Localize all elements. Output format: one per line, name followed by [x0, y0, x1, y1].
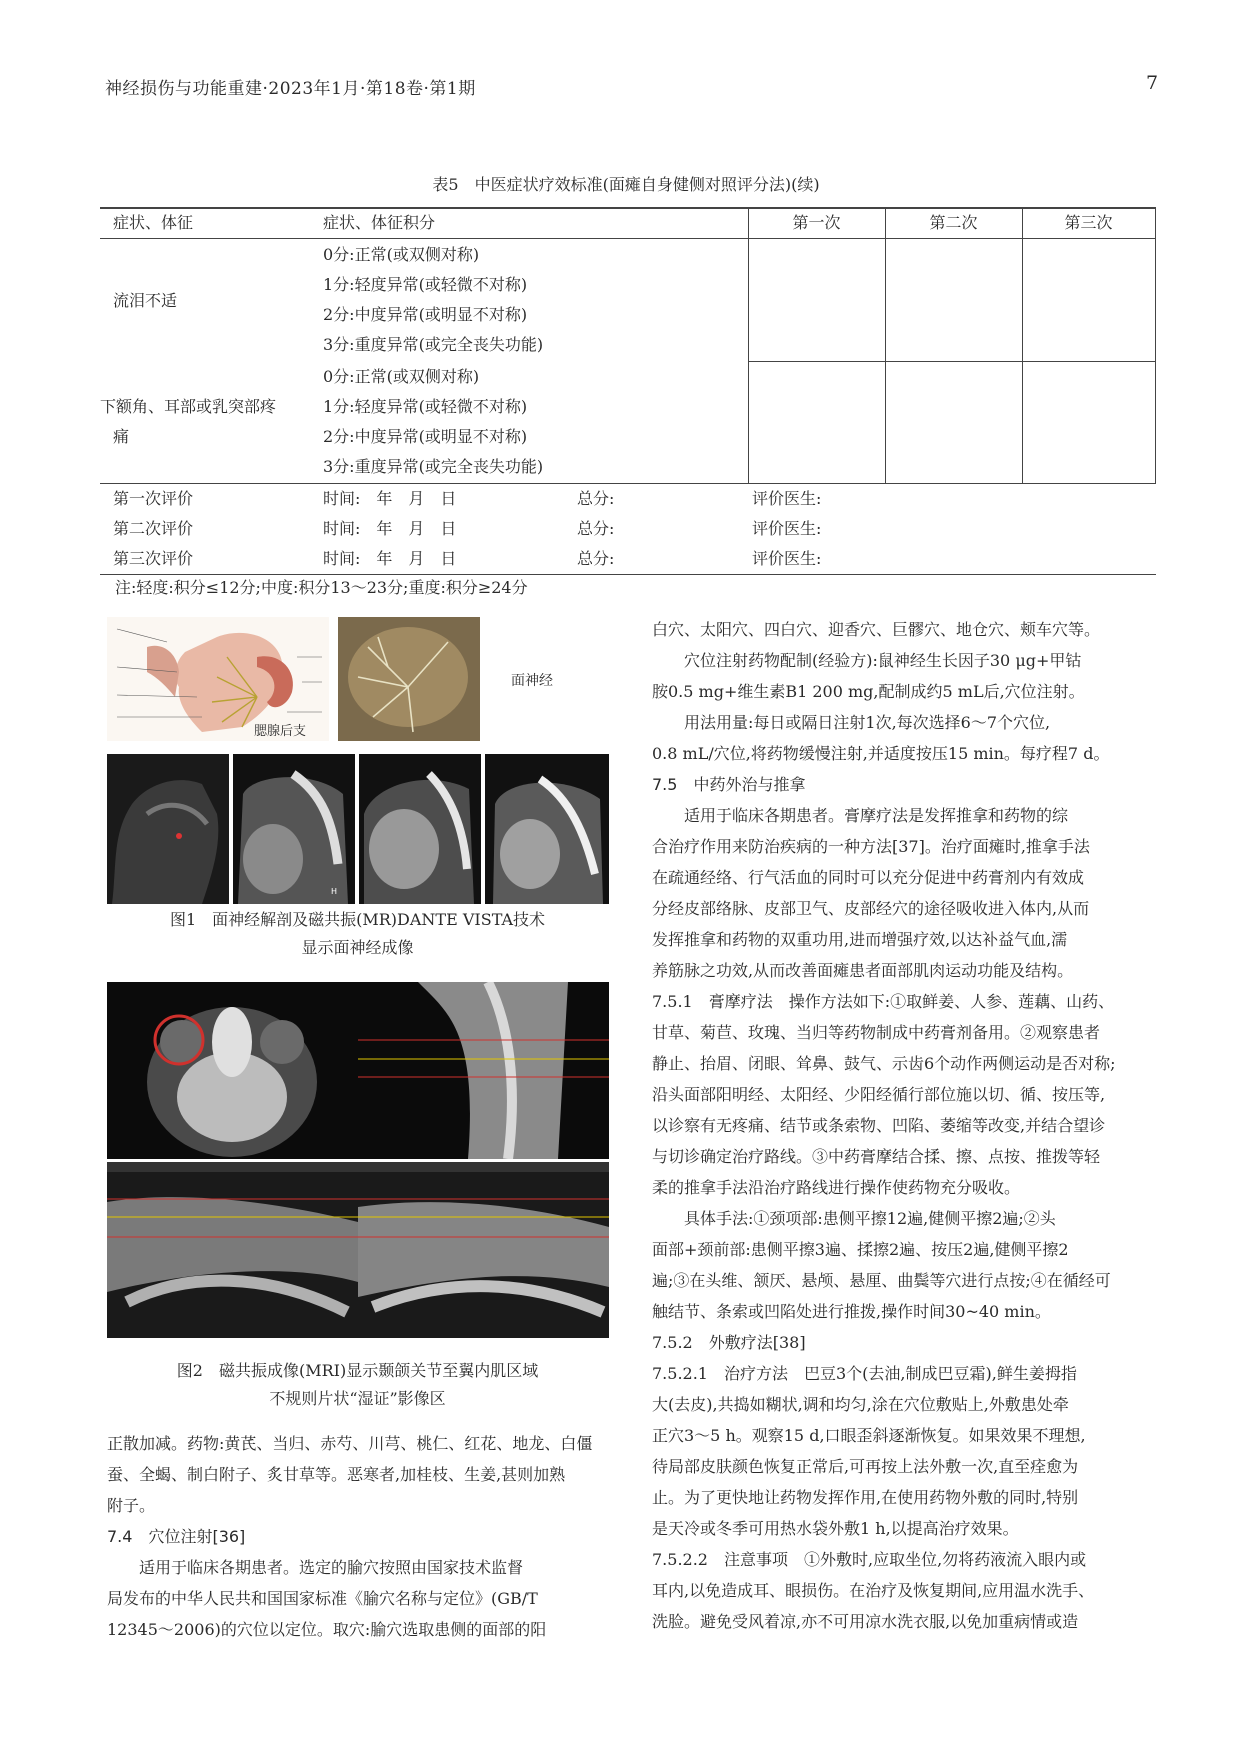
- text-line: 具体手法:①颈项部:患侧平擦12遍,健侧平擦2遍;②头: [652, 1209, 1056, 1228]
- text-line: 正散加减。药物:黄芪、当归、赤芍、川芎、桃仁、红花、地龙、白僵: [107, 1434, 593, 1453]
- mri-coronal-right: [358, 1162, 609, 1338]
- text-line: 洗脸。避免受风着凉,亦不可用凉水洗衣服,以免加重病情或造: [652, 1612, 1079, 1631]
- text-line: 面部+颈前部:患侧平擦3遍、揉擦2遍、按压2遍,健侧平擦2: [652, 1240, 1069, 1259]
- score-item: 2分:中度异常(或明显不对称): [323, 427, 528, 446]
- evaluation-total: 总分:: [577, 489, 615, 508]
- text-line: 7.5.2.2 注意事项 ①外敷时,应取坐位,勿将药液流入眼内或: [652, 1550, 1087, 1569]
- evaluation-time: 时间: 年 月 日: [323, 489, 457, 508]
- text-line: 大(去皮),共捣如糊状,调和均匀,涂在穴位敷贴上,外敷患处牵: [652, 1395, 1069, 1414]
- text-line: 与切诊确定治疗路线。③中药膏摩结合揉、擦、点按、推拨等轻: [652, 1147, 1101, 1166]
- text-line: 耳内,以免造成耳、眼损伤。在治疗及恢复期间,应用温水洗手、: [652, 1581, 1095, 1600]
- evaluation-label: 第三次评价: [113, 549, 194, 568]
- symptom-label: 痛: [113, 427, 130, 446]
- mri-sagittal: [358, 982, 609, 1159]
- text-line: 12345～2006)的穴位以定位。取穴:腧穴选取患侧的面部的阳: [107, 1620, 547, 1639]
- text-line: 0.8 mL/穴位,将药物缓慢注射,并适度按压15 min。每疗程7 d。: [652, 744, 1110, 763]
- text-line: 合治疗作用来防治疾病的一种方法[37]。治疗面瘫时,推拿手法: [652, 837, 1090, 856]
- text-line: 分经皮部络脉、皮部卫气、皮部经穴的途径吸收进入体内,从而: [652, 899, 1090, 918]
- evaluation-doctor: 评价医生:: [752, 489, 822, 508]
- text-line: 局发布的中华人民共和国国家标准《腧穴名称与定位》(GB/T: [107, 1589, 538, 1608]
- text-line: 胺0.5 mg+维生素B1 200 mg,配制成约5 mL后,穴位注射。: [652, 682, 1085, 701]
- col-header-symptom: 症状、体征: [113, 213, 194, 232]
- table-header-rule: [100, 238, 1156, 239]
- evaluation-time: 时间: 年 月 日: [323, 519, 457, 538]
- text-line: 用法用量:每日或隔日注射1次,每次选择6～7个穴位,: [652, 713, 1051, 732]
- symptom-label: 下额角、耳部或乳突部疼: [100, 397, 277, 416]
- running-header: 神经损伤与功能重建·2023年1月·第18卷·第1期: [105, 79, 476, 99]
- evaluation-label: 第二次评价: [113, 519, 194, 538]
- caption-line: 图1 面神经解剖及磁共振(MR)DANTE VISTA技术: [169, 910, 546, 929]
- col-header-second: 第二次: [929, 213, 978, 232]
- text-line: 静止、抬眉、闭眼、耸鼻、鼓气、示齿6个动作两侧运动是否对称;: [652, 1054, 1116, 1073]
- evaluation-total: 总分:: [577, 549, 615, 568]
- score-item: 1分:轻度异常(或轻微不对称): [323, 275, 528, 294]
- text-line: 穴位注射药物配制(经验方):鼠神经生长因子30 μg+甲钴: [652, 651, 1082, 670]
- text-line: 止。为了更快地让药物发挥作用,在使用药物外敷的同时,特别: [652, 1488, 1079, 1507]
- table-caption: 表5 中医症状疗效标准(面瘫自身健侧对照评分法)(续): [432, 175, 820, 194]
- text-line: 待局部皮肤颜色恢复正常后,可再按上法外敷一次,直至痊愈为: [652, 1457, 1079, 1476]
- table-row-rule: [748, 361, 1156, 362]
- svg-text:H: H: [331, 887, 338, 896]
- caption-line: 不规则片状“湿证”影像区: [269, 1389, 446, 1408]
- table-right-rule: [1155, 207, 1156, 483]
- table-col-rule: [748, 207, 749, 483]
- text-line: 适用于临床各期患者。膏摩疗法是发挥推拿和药物的综: [652, 806, 1069, 825]
- symptom-label: 流泪不适: [113, 291, 178, 310]
- evaluation-doctor: 评价医生:: [752, 519, 822, 538]
- evaluation-total: 总分:: [577, 519, 615, 538]
- evaluation-label: 第一次评价: [113, 489, 194, 508]
- table-note: 注:轻度:积分≤12分;中度:积分13～23分;重度:积分≥24分: [115, 578, 528, 597]
- figure2-caption: [100, 1357, 615, 1413]
- text-line: 附子。: [107, 1496, 156, 1515]
- parotid-label: 腮腺后支: [254, 724, 307, 739]
- mri-axial: [107, 982, 358, 1159]
- text-line: 是天冷或冬季可用热水袋外敷1 h,以提高治疗效果。: [652, 1519, 1019, 1538]
- text-line: 甘草、菊苣、玫瑰、当归等药物制成中药膏剂备用。②观察患者: [652, 1023, 1101, 1042]
- text-line: 养筋脉之功效,从而改善面瘫患者面部肌肉运动功能及结构。: [652, 961, 1074, 980]
- table-mid-rule: [100, 483, 1156, 484]
- section-heading: 7.5.2 外敷疗法[38]: [652, 1333, 806, 1352]
- score-item: 2分:中度异常(或明显不对称): [323, 305, 528, 324]
- mr-image-2: [233, 754, 355, 904]
- evaluation-doctor: 评价医生:: [752, 549, 822, 568]
- left-column-text: [107, 1428, 615, 1645]
- col-header-first: 第一次: [792, 213, 841, 232]
- page-number: 7: [1146, 72, 1159, 94]
- evaluation-time: 时间: 年 月 日: [323, 549, 457, 568]
- table-col-rule: [885, 207, 886, 483]
- table-col-rule: [1022, 207, 1023, 483]
- text-line: 白穴、太阳穴、四白穴、迎香穴、巨髎穴、地仓穴、颊车穴等。: [652, 620, 1101, 639]
- mr-image-3: [359, 754, 481, 904]
- caption-line: 显示面神经成像: [301, 938, 414, 957]
- score-item: 3分:重度异常(或完全丧失功能): [323, 457, 544, 476]
- section-heading: 7.4 穴位注射[36]: [107, 1527, 246, 1546]
- text-line: 正穴3～5 h。观察15 d,口眼歪斜逐渐恢复。如果效果不理想,: [652, 1426, 1086, 1445]
- col-header-score: 症状、体征积分: [323, 213, 436, 232]
- section-heading: 7.5 中药外治与推拿: [652, 775, 806, 794]
- text-line: 遍;③在头维、颔厌、悬颅、悬厘、曲鬓等穴进行点按;④在循经可: [652, 1271, 1111, 1290]
- col-header-third: 第三次: [1064, 213, 1113, 232]
- text-line: 沿头面部阳明经、太阳经、少阳经循行部位施以切、循、按压等,: [652, 1085, 1106, 1104]
- text-line: 触结节、条索或凹陷处进行推拨,操作时间30~40 min。: [652, 1302, 1051, 1321]
- text-line: 7.5.2.1 治疗方法 巴豆3个(去油,制成巴豆霜),鲜生姜拇指: [652, 1364, 1077, 1383]
- caption-line: 图2 磁共振成像(MRI)显示颞颌关节至翼内肌区域: [176, 1361, 539, 1380]
- facial-nerve-label: 面神经: [511, 673, 553, 689]
- text-line: 在疏通经络、行气活血的同时可以充分促进中药膏剂内有效成: [652, 868, 1085, 887]
- text-line: 发挥推拿和药物的双重功用,进而增强疗效,以达补益气血,濡: [652, 930, 1068, 949]
- score-item: 3分:重度异常(或完全丧失功能): [323, 335, 544, 354]
- text-line: 蚕、全蝎、制白附子、炙甘草等。恶寒者,加桂枝、生姜,甚则加熟: [107, 1465, 566, 1484]
- text-line: 7.5.1 膏摩疗法 操作方法如下:①取鲜姜、人参、莲藕、山药、: [652, 992, 1115, 1011]
- right-column-text: [652, 614, 1157, 1637]
- text-line: 适用于临床各期患者。选定的腧穴按照由国家技术监督: [107, 1558, 524, 1577]
- dissection-photo: [338, 617, 480, 741]
- figure1-caption: [100, 906, 615, 962]
- text-line: 柔的推拿手法沿治疗路线进行操作使药物充分吸收。: [652, 1178, 1021, 1197]
- score-item: 1分:轻度异常(或轻微不对称): [323, 397, 528, 416]
- mr-image-4: [485, 754, 609, 904]
- mri-coronal-left: [107, 1162, 358, 1338]
- score-item: 0分:正常(或双侧对称): [323, 367, 480, 386]
- score-item: 0分:正常(或双侧对称): [323, 245, 480, 264]
- text-line: 以诊察有无疼痛、结节或条索物、凹陷、萎缩等改变,并结合望诊: [652, 1116, 1106, 1135]
- mr-image-1: [107, 754, 229, 904]
